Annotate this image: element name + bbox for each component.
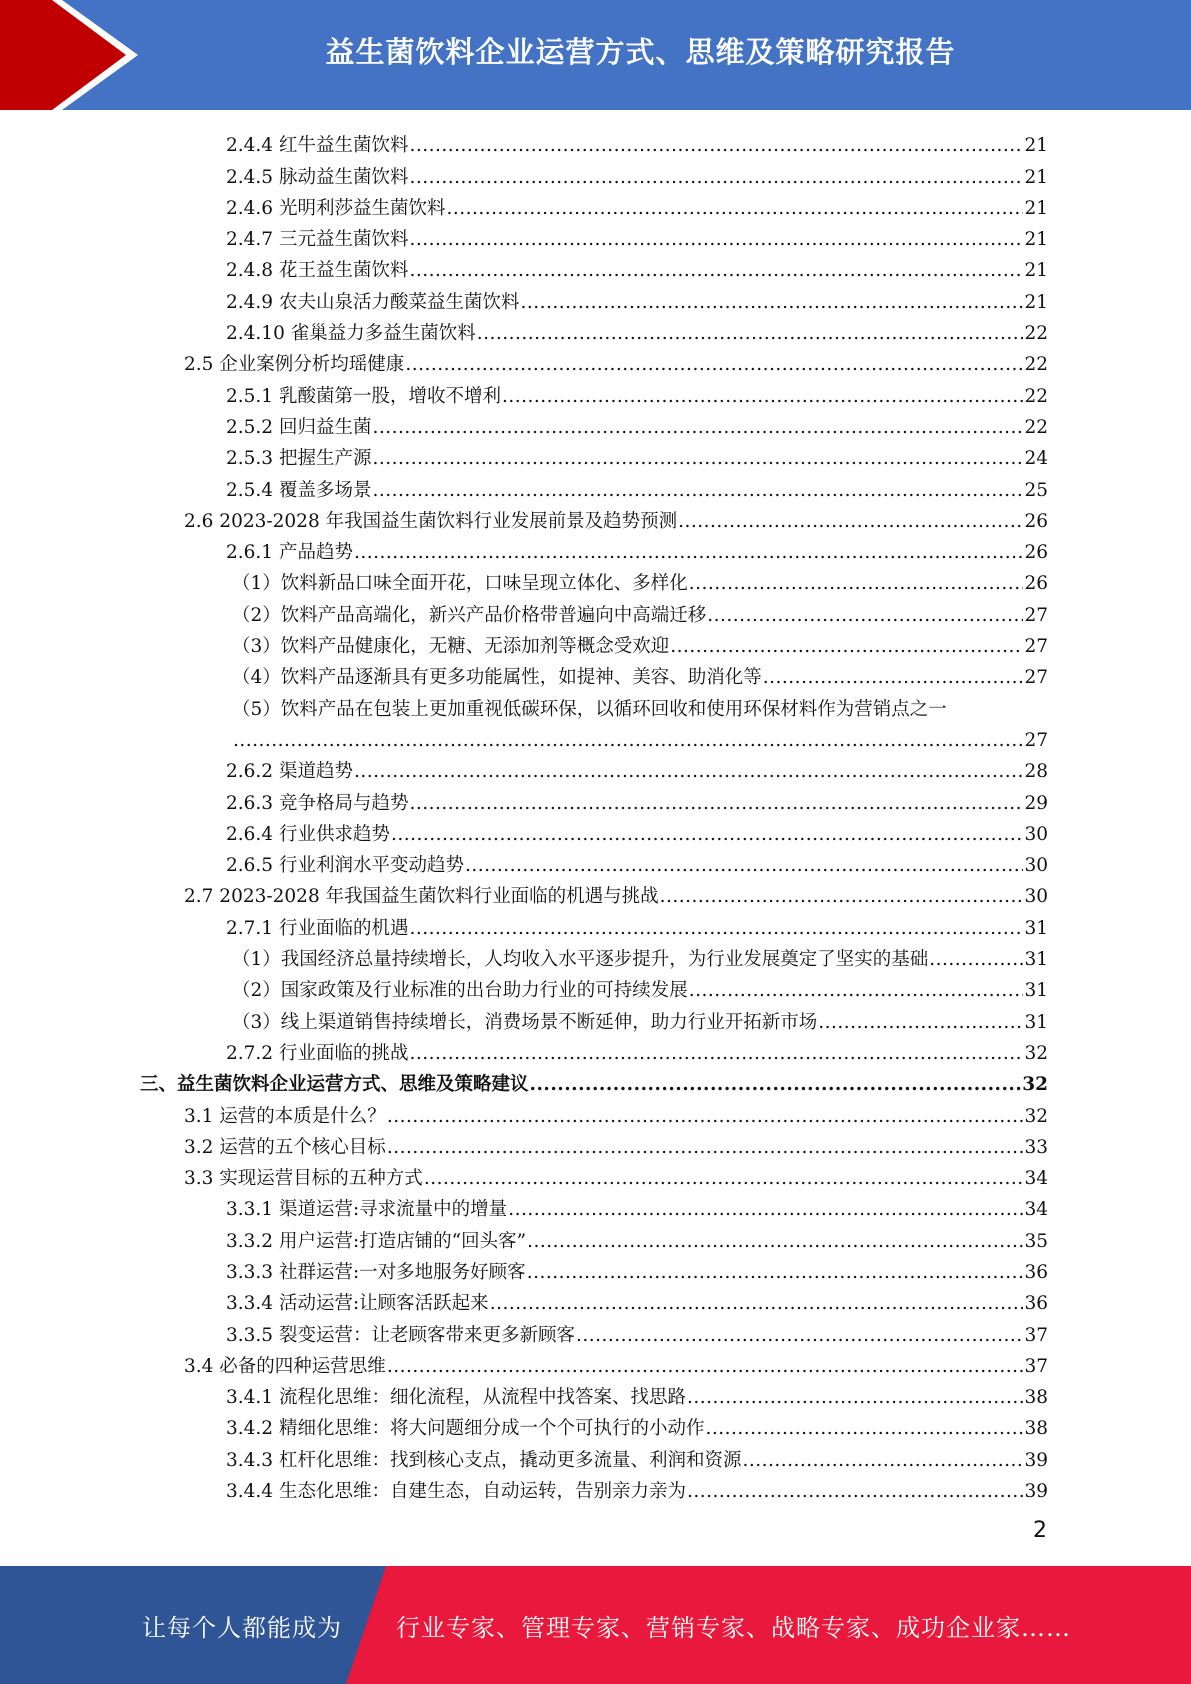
toc-entry-page: 36: [1024, 1261, 1048, 1283]
toc-dot-leader: [405, 354, 1023, 376]
toc-dot-leader: [409, 1043, 1023, 1065]
toc-entry[interactable]: [140, 1159, 1048, 1190]
toc-entry-page: 37: [1024, 1324, 1048, 1346]
toc-entry-page: 21: [1024, 229, 1048, 251]
toc-entry-page: 22: [1024, 385, 1048, 407]
toc-entry-label: 2.7.2 行业面临的挑战: [226, 1042, 409, 1064]
toc-entry[interactable]: [140, 658, 1048, 689]
toc-dot-leader: [530, 1074, 1022, 1096]
toc-entry[interactable]: [140, 1378, 1048, 1409]
toc-entry[interactable]: [140, 314, 1048, 345]
toc-dot-leader: [446, 198, 1023, 220]
toc-entry[interactable]: [140, 1472, 1048, 1503]
toc-entry-label: 2.7.1 行业面临的机遇: [226, 917, 409, 939]
toc-entry-label: 3.3.2 用户运营:打造店铺的“回头客”: [226, 1230, 527, 1252]
toc-entry[interactable]: [140, 502, 1048, 533]
toc-entry-page: 26: [1024, 542, 1048, 564]
toc-entry[interactable]: [140, 564, 1048, 595]
toc-entry[interactable]: [140, 157, 1048, 188]
toc-dot-leader: [409, 918, 1023, 940]
toc-dot-leader: [689, 573, 1024, 595]
toc-entry-page: 21: [1024, 260, 1048, 282]
toc-entry-page: 34: [1024, 1168, 1048, 1190]
toc-entry[interactable]: [140, 189, 1048, 220]
toc-entry-label: 2.6.4 行业供求趋势: [226, 823, 390, 845]
toc-entry-page: 21: [1024, 166, 1048, 188]
toc-dot-leader: [670, 636, 1023, 658]
toc-entry-page: 32: [1022, 1074, 1048, 1096]
toc-dot-leader: [508, 1199, 1023, 1221]
toc-dot-leader: [490, 1293, 1024, 1315]
toc-entry-label: 2.4.10 雀巢益力多益生菌饮料: [226, 323, 476, 345]
toc-dot-leader: [354, 761, 1024, 783]
toc-dot-leader: [409, 793, 1023, 815]
toc-entry[interactable]: [140, 439, 1048, 470]
toc-dot-leader: [409, 229, 1023, 251]
toc-entry[interactable]: [140, 815, 1048, 846]
toc-dot-leader: [502, 386, 1023, 408]
toc-entry-page: 27: [1024, 636, 1048, 658]
toc-entry-page: 22: [1024, 323, 1048, 345]
toc-entry-page: 30: [1024, 855, 1048, 877]
toc-entry[interactable]: [140, 282, 1048, 313]
toc-entry-label: 2.5 企业案例分析均瑶健康: [184, 354, 405, 376]
toc-entry-label: （4）饮料产品逐渐具有更多功能属性，如提神、美容、助消化等: [232, 667, 762, 689]
toc-entry-page: 31: [1024, 949, 1048, 971]
toc-dot-leader: [527, 1231, 1023, 1253]
toc-entry[interactable]: [140, 971, 1048, 1002]
toc-entry-label: 2.4.4 红牛益生菌饮料: [226, 135, 409, 157]
toc-entry-page: 29: [1024, 792, 1048, 814]
toc-dot-leader: [387, 1356, 1024, 1378]
toc-dot-leader: [689, 980, 1024, 1002]
toc-entry-page: 26: [1024, 510, 1048, 532]
toc-dot-leader: [678, 511, 1023, 533]
toc-dot-leader: [465, 855, 1023, 877]
toc-dot-leader: [929, 949, 1023, 971]
toc-entry[interactable]: [140, 783, 1048, 814]
toc-entry[interactable]: [140, 689, 1048, 752]
toc-dot-leader: [372, 417, 1023, 439]
toc-entry-label: （3）线上渠道销售持续增长，消费场景不断延伸，助力行业开拓新市场: [232, 1011, 818, 1033]
toc-dot-leader: [763, 667, 1024, 689]
table-of-contents: [140, 126, 1048, 1503]
toc-dot-leader: [409, 167, 1023, 189]
page-number: 2: [1033, 1518, 1047, 1543]
toc-entry-page: 39: [1024, 1481, 1048, 1503]
toc-entry-page: 22: [1024, 354, 1048, 376]
toc-entry-label: （3）饮料产品健康化，无糖、无添加剂等概念受欢迎: [232, 636, 670, 658]
toc-dot-leader: [372, 480, 1023, 502]
toc-entry[interactable]: [140, 627, 1048, 658]
toc-entry-label: 2.5.3 把握生产源: [226, 448, 372, 470]
toc-entry-page: 22: [1024, 416, 1048, 438]
toc-dot-leader: [687, 1387, 1023, 1409]
toc-entry[interactable]: [140, 877, 1048, 908]
toc-entry[interactable]: [140, 1065, 1048, 1096]
toc-entry-label: 2.6.1 产品趋势: [226, 542, 353, 564]
toc-entry-page: 31: [1024, 1011, 1048, 1033]
toc-dot-leader: [233, 730, 1023, 752]
toc-entry-label: 2.4.6 光明利莎益生菌饮料: [226, 197, 446, 219]
toc-entry-label: （1）我国经济总量持续增长，人均收入水平逐步提升，为行业发展奠定了坚实的基础: [232, 949, 929, 971]
toc-dot-leader: [705, 1418, 1023, 1440]
toc-dot-leader: [687, 1481, 1023, 1503]
toc-entry-page: 33: [1024, 1136, 1048, 1158]
toc-entry-label: 三、益生菌饮料企业运营方式、思维及策略建议: [140, 1074, 529, 1096]
toc-entry-page: 24: [1024, 448, 1048, 470]
toc-dot-leader: [818, 1012, 1023, 1034]
toc-entry[interactable]: [140, 1440, 1048, 1471]
toc-entry[interactable]: [140, 1253, 1048, 1284]
toc-entry-page: 27: [1024, 604, 1048, 626]
toc-entry-label: 2.6.3 竞争格局与趋势: [226, 792, 409, 814]
toc-dot-leader: [527, 1262, 1024, 1284]
toc-entry[interactable]: [140, 251, 1048, 282]
toc-entry-page: 36: [1024, 1293, 1048, 1315]
toc-entry[interactable]: [140, 220, 1048, 251]
toc-dot-leader: [354, 542, 1024, 564]
toc-entry-page: 26: [1024, 573, 1048, 595]
toc-dot-leader: [576, 1325, 1023, 1347]
toc-entry[interactable]: [140, 1190, 1048, 1221]
toc-entry-label: 3.3.1 渠道运营:寻求流量中的增量: [226, 1199, 508, 1221]
toc-entry-label: 2.4.5 脉动益生菌饮料: [226, 166, 409, 188]
toc-entry[interactable]: [140, 533, 1048, 564]
toc-entry-label: 3.3.5 裂变运营：让老顾客带来更多新顾客: [226, 1324, 575, 1346]
toc-entry[interactable]: [140, 1221, 1048, 1252]
toc-entry-label: 3.4.3 杠杆化思维：找到核心支点，撬动更多流量、利润和资源: [226, 1449, 742, 1471]
toc-entry-page: 39: [1024, 1449, 1048, 1471]
toc-entry-label: 2.6.5 行业利润水平变动趋势: [226, 855, 464, 877]
toc-entry[interactable]: [140, 470, 1048, 501]
toc-entry-page: 34: [1024, 1199, 1048, 1221]
toc-dot-leader: [742, 1450, 1023, 1472]
toc-entry-page: 21: [1024, 197, 1048, 219]
toc-entry-page: 25: [1024, 479, 1048, 501]
toc-entry[interactable]: [140, 846, 1048, 877]
report-header: [0, 0, 1191, 110]
toc-dot-leader: [409, 260, 1023, 282]
toc-entry[interactable]: [140, 408, 1048, 439]
toc-entry-label: 3.4.1 流程化思维：细化流程，从流程中找答案、找思路: [226, 1387, 686, 1409]
toc-entry-label: （5）饮料产品在包装上更加重视低碳环保，以循环回收和使用环保材料作为营销点之一: [232, 698, 947, 720]
toc-entry-page: 35: [1024, 1230, 1048, 1252]
toc-entry[interactable]: [140, 1347, 1048, 1378]
toc-entry-label: 3.3.4 活动运营:让顾客活跃起来: [226, 1293, 489, 1315]
toc-entry[interactable]: [140, 1284, 1048, 1315]
toc-dot-leader: [660, 886, 1024, 908]
toc-entry-page: 38: [1024, 1387, 1048, 1409]
toc-entry-page: 30: [1024, 886, 1048, 908]
toc-entry-page: 27: [1024, 729, 1048, 751]
toc-entry[interactable]: [140, 1315, 1048, 1346]
toc-entry-label: 3.4.4 生态化思维：自建生态，自动运转，告别亲力亲为: [226, 1481, 686, 1503]
toc-entry[interactable]: [140, 376, 1048, 407]
toc-entry-label: 3.3 实现运营目标的五种方式: [184, 1168, 423, 1190]
toc-entry[interactable]: [140, 908, 1048, 939]
toc-entry-label: 3.4 必备的四种运营思维: [184, 1355, 386, 1377]
toc-entry[interactable]: [140, 1002, 1048, 1033]
toc-entry-label: （1）饮料新品口味全面开花，口味呈现立体化、多样化: [232, 573, 688, 595]
toc-entry-label: 3.1 运营的本质是什么？: [184, 1105, 386, 1127]
toc-dot-leader: [372, 448, 1023, 470]
toc-entry-page: 38: [1024, 1418, 1048, 1440]
toc-entry[interactable]: [140, 126, 1048, 157]
toc-entry-label: 2.4.7 三元益生菌饮料: [226, 229, 409, 251]
toc-entry[interactable]: [140, 1409, 1048, 1440]
toc-entry-label: 2.4.8 花王益生菌饮料: [226, 260, 409, 282]
toc-entry[interactable]: [140, 1034, 1048, 1065]
footer-banner: [0, 1566, 1191, 1684]
toc-dot-leader: [387, 1106, 1024, 1128]
toc-entry[interactable]: [140, 1128, 1048, 1159]
toc-entry-page: 27: [1024, 667, 1048, 689]
toc-entry[interactable]: [140, 752, 1048, 783]
toc-entry-label: 3.3.3 社群运营:一对多地服务好顾客: [226, 1261, 526, 1283]
report-title: 益生菌饮料企业运营方式、思维及策略研究报告: [325, 34, 956, 69]
toc-dot-leader: [424, 1168, 1024, 1190]
toc-entry-page: 32: [1024, 1042, 1048, 1064]
toc-entry-page: 37: [1024, 1355, 1048, 1377]
footer-slogan-left: 让每个人都能成为: [142, 1613, 342, 1642]
toc-entry-page: 21: [1024, 291, 1048, 313]
toc-entry-label: 3.4.2 精细化思维：将大问题细分成一个个可执行的小动作: [226, 1418, 705, 1440]
toc-entry-page: 28: [1024, 761, 1048, 783]
toc-entry-label: 2.6 2023-2028 年我国益生菌饮料行业发展前景及趋势预测: [184, 510, 678, 532]
toc-entry[interactable]: [140, 940, 1048, 971]
toc-entry-label: 2.5.1 乳酸菌第一股，增收不增利: [226, 385, 501, 407]
toc-entry[interactable]: [140, 595, 1048, 626]
toc-entry-page: 21: [1024, 135, 1048, 157]
toc-entry-label: 2.4.9 农夫山泉活力酸菜益生菌饮料: [226, 291, 520, 313]
toc-entry-label: 2.7 2023-2028 年我国益生菌饮料行业面临的机遇与挑战: [184, 886, 659, 908]
toc-entry-label: 3.2 运营的五个核心目标: [184, 1136, 386, 1158]
toc-entry-label: 2.5.4 覆盖多场景: [226, 479, 372, 501]
toc-dot-leader: [387, 1137, 1024, 1159]
toc-dot-leader: [477, 323, 1024, 345]
toc-entry-label: （2）饮料产品高端化，新兴产品价格带普遍向中高端迁移: [232, 604, 707, 626]
footer-slogan-right: 行业专家、管理专家、营销专家、战略专家、成功企业家……: [396, 1613, 1071, 1642]
toc-entry-label: 2.6.2 渠道趋势: [226, 761, 353, 783]
toc-entry-label: 2.5.2 回归益生菌: [226, 416, 372, 438]
toc-entry-label: （2）国家政策及行业标准的出台助力行业的可持续发展: [232, 980, 688, 1002]
toc-dot-leader: [391, 824, 1023, 846]
toc-entry[interactable]: [140, 1096, 1048, 1127]
toc-entry-page: 30: [1024, 823, 1048, 845]
toc-dot-leader: [707, 605, 1023, 627]
toc-dot-leader: [409, 135, 1023, 157]
toc-dot-leader: [520, 292, 1023, 314]
toc-entry[interactable]: [140, 345, 1048, 376]
toc-entry-page: 31: [1024, 917, 1048, 939]
toc-entry-page: 31: [1024, 980, 1048, 1002]
toc-entry-page: 32: [1024, 1105, 1048, 1127]
